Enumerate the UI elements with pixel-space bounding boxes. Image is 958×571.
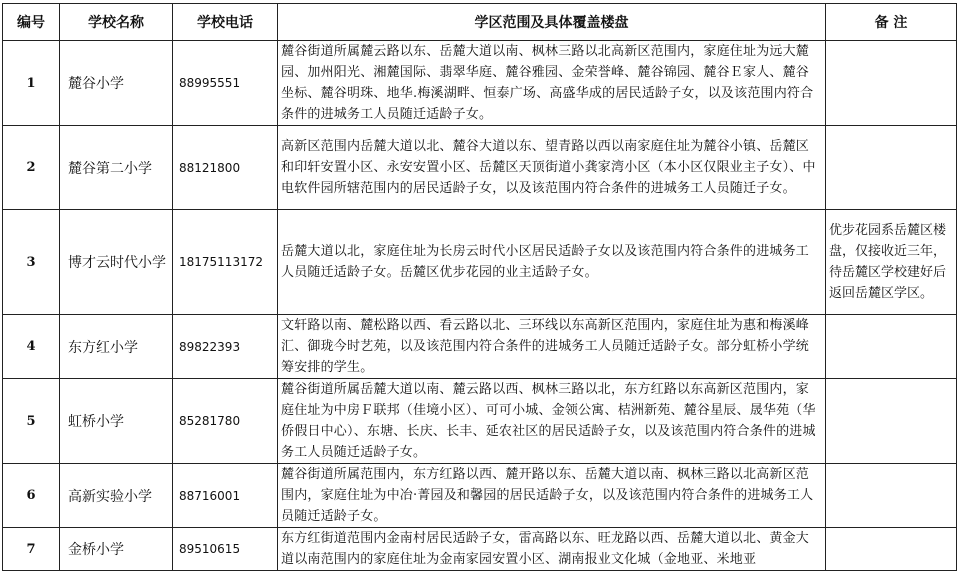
school-name: 虹桥小学	[60, 379, 173, 464]
school-district-table	[2, 3, 957, 571]
row-number: 6	[3, 464, 60, 528]
school-phone: 88121800	[173, 126, 278, 210]
row-number: 5	[3, 379, 60, 464]
notes	[826, 41, 957, 126]
school-name: 金桥小学	[60, 528, 173, 571]
table-row	[3, 464, 957, 528]
table-row	[3, 379, 957, 464]
notes	[826, 528, 957, 571]
row-number: 4	[3, 315, 60, 379]
header-school-phone: 学校电话	[173, 4, 278, 41]
district-range: 高新区范围内岳麓大道以北、麓谷大道以东、望青路以西以南家庭住址为麓谷小镇、岳麓区和印轩安置小区、永安安置小区、岳麓区天顶街道小龚家湾小区（本小区仅限业主子女）、中电软件园所辖范围内的居民适龄子女，以及该范围内符合条件的进城务工人员随迁子女。	[278, 126, 826, 210]
school-phone: 18175113172	[173, 210, 278, 315]
header-row	[3, 4, 957, 41]
school-phone: 89510615	[173, 528, 278, 571]
notes	[826, 315, 957, 379]
table-row	[3, 315, 957, 379]
district-range: 岳麓大道以北，家庭住址为长房云时代小区居民适龄子女以及该范围内符合条件的进城务工人员随迁适龄子女。岳麓区优步花园的业主适龄子女。	[278, 210, 826, 315]
header-notes: 备 注	[826, 4, 957, 41]
district-range: 麓谷街道所属岳麓大道以南、麓云路以西、枫林三路以北，东方红路以东高新区范围内，家庭住址为中房Ｆ联邦（佳境小区）、可可小城、金领公寓、桔洲新苑、麓谷星辰、晟华苑（华侨假日中心）、东塘、长庆、长丰、延农社区的居民适龄子女，以及该范围内符合条件的进城务工人员随迁适龄子女。	[278, 379, 826, 464]
school-name: 博才云时代小学	[60, 210, 173, 315]
school-phone: 89822393	[173, 315, 278, 379]
school-phone: 88716001	[173, 464, 278, 528]
row-number: 3	[3, 210, 60, 315]
table-row	[3, 126, 957, 210]
row-number: 1	[3, 41, 60, 126]
school-name: 麓谷第二小学	[60, 126, 173, 210]
school-name: 东方红小学	[60, 315, 173, 379]
header-school-name: 学校名称	[60, 4, 173, 41]
row-number: 7	[3, 528, 60, 571]
school-name: 麓谷小学	[60, 41, 173, 126]
school-phone: 85281780	[173, 379, 278, 464]
header-number: 编号	[3, 4, 60, 41]
notes: 优步花园系岳麓区楼盘，仅接收近三年，待岳麓区学校建好后返回岳麓区学区。	[826, 210, 957, 315]
school-phone: 88995551	[173, 41, 278, 126]
school-name: 高新实验小学	[60, 464, 173, 528]
table-row	[3, 41, 957, 126]
header-district-range: 学区范围及具体覆盖楼盘	[278, 4, 826, 41]
row-number: 2	[3, 126, 60, 210]
district-range: 东方红街道范围内金南村居民适龄子女，雷高路以东、旺龙路以西、岳麓大道以北、黄金大道以南范围内的家庭住址为金南家园安置小区、湖南报业文化城（金地亚、米地亚	[278, 528, 826, 571]
table-row	[3, 210, 957, 315]
district-range: 麓谷街道所属麓云路以东、岳麓大道以南、枫林三路以北高新区范围内，家庭住址为远大麓园、加州阳光、湘麓国际、翡翠华庭、麓谷雅园、金荣誉峰、麓谷锦园、麓谷Ｅ家人、麓谷坐标、麓谷明珠、地华.梅溪湖畔、恒泰广场、高盛华成的居民适龄子女，以及该范围内符合条件的进城务工人员随迁适龄子女。	[278, 41, 826, 126]
notes	[826, 126, 957, 210]
notes	[826, 464, 957, 528]
district-range: 麓谷街道所属范围内，东方红路以西、麓开路以东、岳麓大道以南、枫林三路以北高新区范围内，家庭住址为中冶·菁园及和馨园的居民适龄子女，以及该范围内符合条件的进城务工人员随迁适龄子女。	[278, 464, 826, 528]
table-row	[3, 528, 957, 571]
district-range: 文轩路以南、麓松路以西、看云路以北、三环线以东高新区范围内，家庭住址为惠和梅溪峰汇、御珑今时艺苑，以及该范围内符合条件的进城务工人员随迁适龄子女。部分虹桥小学统筹安排的学生。	[278, 315, 826, 379]
notes	[826, 379, 957, 464]
